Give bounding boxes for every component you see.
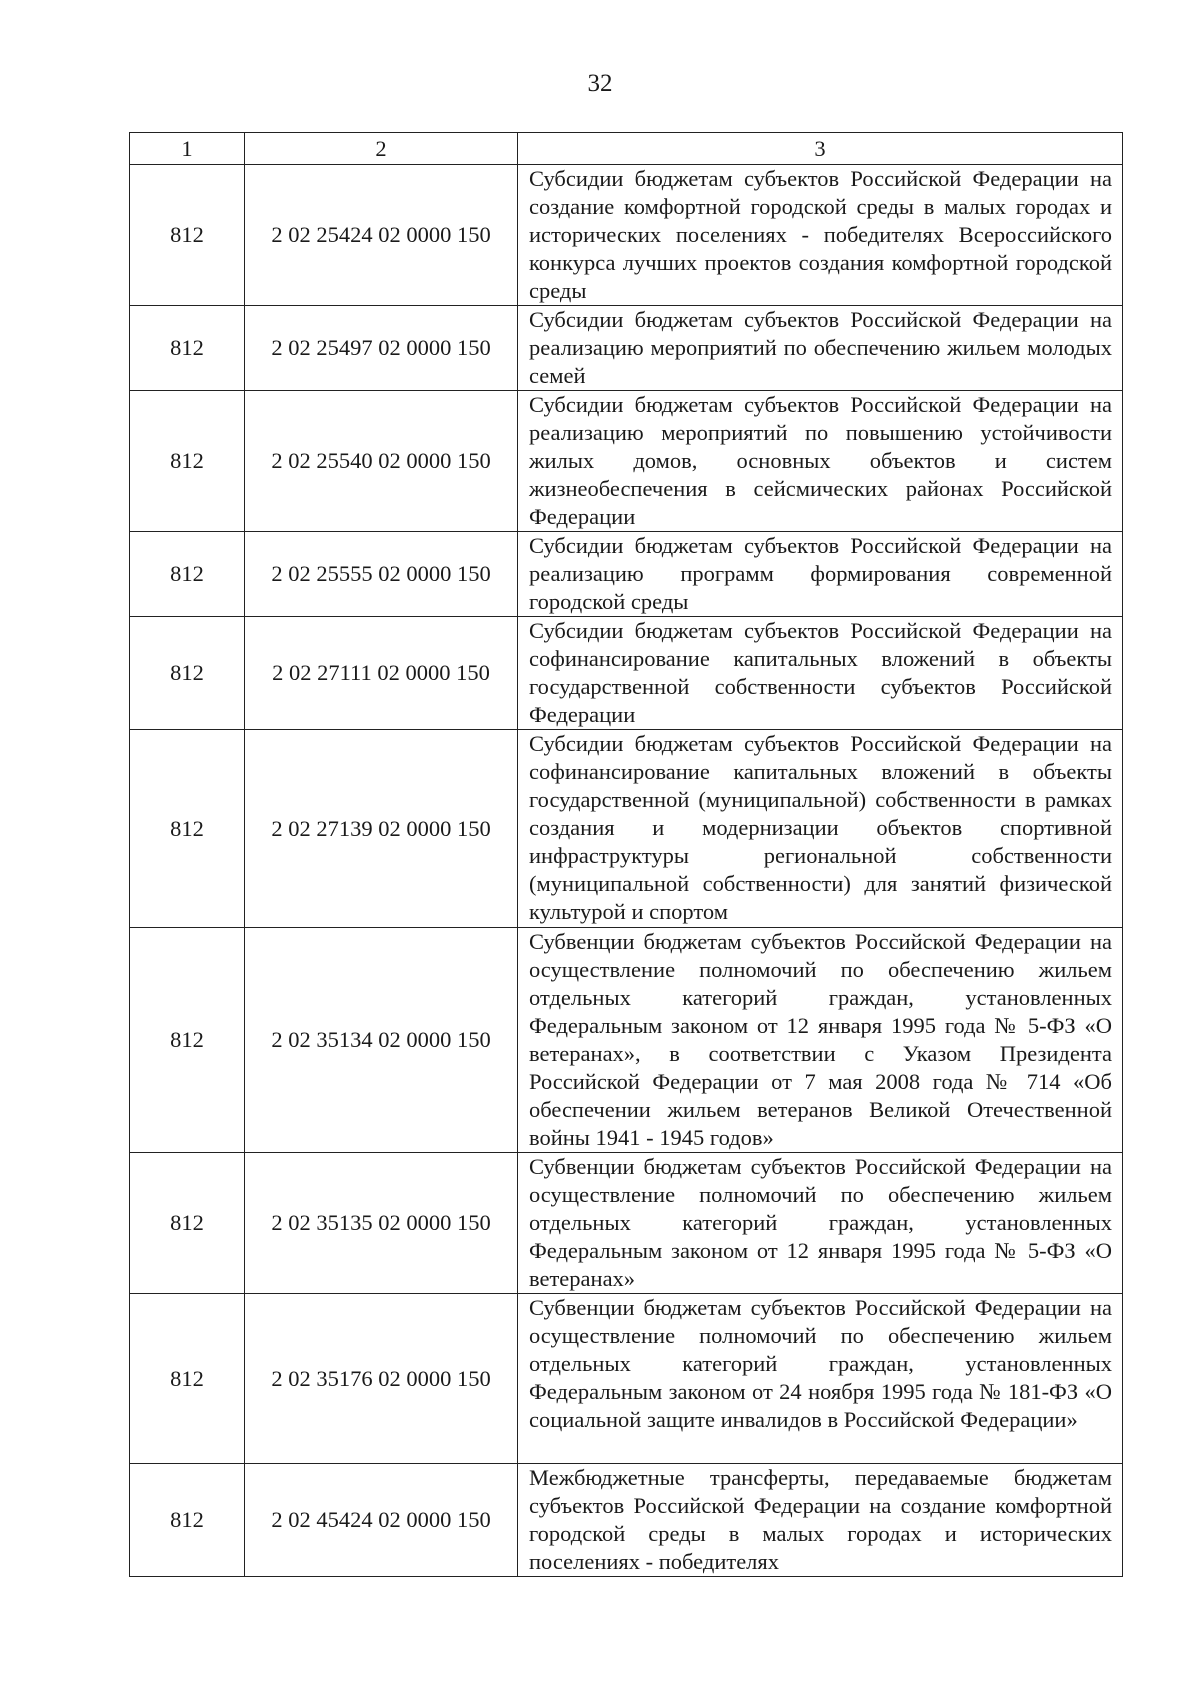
admin-code-cell: 812 — [130, 1153, 245, 1294]
table-row — [130, 165, 1123, 306]
description-cell: Субсидии бюджетам субъектов Российской Федерации на реализацию программ формирования современной городской среды — [518, 532, 1123, 617]
description-cell: Субсидии бюджетам субъектов Российской Федерации на создание комфортной городской среды в малых городах и исторических поселениях - победителях Всероссийского конкурса лучших проектов создания комфортной городской среды — [518, 165, 1123, 306]
budget-code-cell: 2 02 35134 02 0000 150 — [245, 928, 518, 1153]
admin-code-cell: 812 — [130, 165, 245, 306]
table-row — [130, 532, 1123, 617]
budget-code-cell: 2 02 25497 02 0000 150 — [245, 306, 518, 391]
description-cell: Субвенции бюджетам субъектов Российской Федерации на осуществление полномочий по обеспечению жильем отдельных категорий граждан, установленных Федеральным законом от 12 января 1995 года № 5-ФЗ «О ветеранах» — [518, 1153, 1123, 1294]
column-header-3: 3 — [518, 133, 1123, 165]
admin-code-cell: 812 — [130, 306, 245, 391]
description-cell: Субсидии бюджетам субъектов Российской Федерации на реализацию мероприятий по обеспечению жильем молодых семей — [518, 306, 1123, 391]
table-row — [130, 1294, 1123, 1464]
description-cell: Субсидии бюджетам субъектов Российской Федерации на софинансирование капитальных вложений в объекты государственной (муниципальной) собственности в рамках создания и модернизации объектов спортивной инфраструктуры региональной собственности (муниципальной собственности) для занятий физической культурой и спортом — [518, 730, 1123, 928]
admin-code-cell: 812 — [130, 391, 245, 532]
page-number: 32 — [587, 70, 613, 97]
table-row — [130, 928, 1123, 1153]
admin-code-cell: 812 — [130, 928, 245, 1153]
description-cell: Субвенции бюджетам субъектов Российской Федерации на осуществление полномочий по обеспечению жильем отдельных категорий граждан, установленных Федеральным законом от 24 ноября 1995 года № 181-ФЗ «О социальной защите инвалидов в Российской Федерации» — [518, 1294, 1123, 1464]
admin-code-cell: 812 — [130, 617, 245, 730]
budget-code-cell: 2 02 25424 02 0000 150 — [245, 165, 518, 306]
admin-code-cell: 812 — [130, 1294, 245, 1464]
budget-classification-table — [129, 132, 1123, 1577]
header-row — [130, 133, 1123, 165]
admin-code-cell: 812 — [130, 532, 245, 617]
description-cell: Межбюджетные трансферты, передаваемые бюджетам субъектов Российской Федерации на создание комфортной городской среды в малых городах и исторических поселениях - победителях — [518, 1464, 1123, 1577]
budget-code-cell: 2 02 35176 02 0000 150 — [245, 1294, 518, 1464]
description-cell: Субвенции бюджетам субъектов Российской Федерации на осуществление полномочий по обеспечению жильем отдельных категорий граждан, установленных Федеральным законом от 12 января 1995 года № 5-ФЗ «О ветеранах», в соответствии с Указом Президента Российской Федерации от 7 мая 2008 года № 714 «Об обеспечении жильем ветеранов Великой Отечественной войны 1941 - 1945 годов» — [518, 928, 1123, 1153]
description-cell: Субсидии бюджетам субъектов Российской Федерации на реализацию мероприятий по повышению устойчивости жилых домов, основных объектов и систем жизнеобеспечения в сейсмических районах Российской Федерации — [518, 391, 1123, 532]
admin-code-cell: 812 — [130, 730, 245, 928]
column-header-1: 1 — [130, 133, 245, 165]
column-header-2: 2 — [245, 133, 518, 165]
admin-code-cell: 812 — [130, 1464, 245, 1577]
table-row — [130, 391, 1123, 532]
table-row — [130, 730, 1123, 928]
table-row — [130, 306, 1123, 391]
table-row — [130, 1464, 1123, 1577]
budget-code-cell: 2 02 27111 02 0000 150 — [245, 617, 518, 730]
description-cell: Субсидии бюджетам субъектов Российской Федерации на софинансирование капитальных вложений в объекты государственной собственности субъектов Российской Федерации — [518, 617, 1123, 730]
budget-code-cell: 2 02 25555 02 0000 150 — [245, 532, 518, 617]
table-row — [130, 617, 1123, 730]
budget-code-cell: 2 02 45424 02 0000 150 — [245, 1464, 518, 1577]
budget-code-cell: 2 02 25540 02 0000 150 — [245, 391, 518, 532]
budget-code-cell: 2 02 27139 02 0000 150 — [245, 730, 518, 928]
budget-code-cell: 2 02 35135 02 0000 150 — [245, 1153, 518, 1294]
table-row — [130, 1153, 1123, 1294]
